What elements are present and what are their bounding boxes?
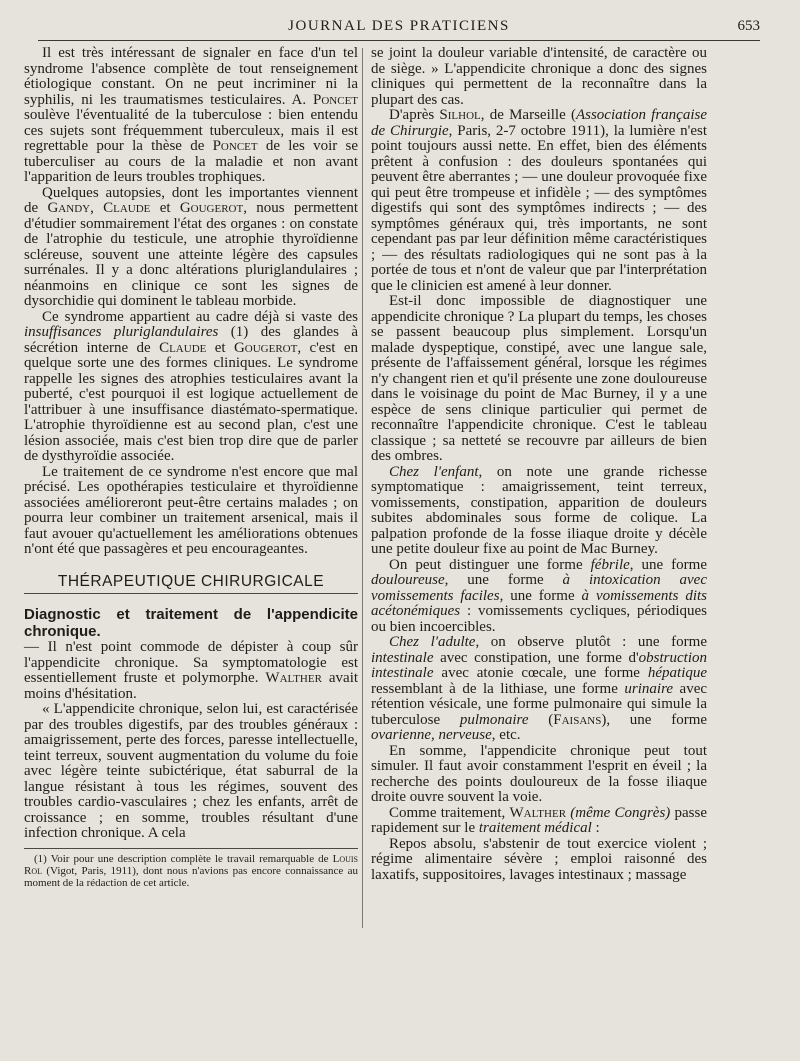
footnote-separator xyxy=(24,848,358,849)
paragraph: En somme, l'appendicite chronique peut tout simuler. Il faut avoir constamment l'esprit en éveil ; la recherche des points douloureux de la fosse iliaque droite ouvre souvent la voie. xyxy=(371,742,707,805)
section-rule xyxy=(24,593,358,594)
paragraph: D'après Silhol, de Marseille (Association française de Chirurgie, Paris, 2-7 octobre 1911), la lumière n'est point toujours aussi nette. En effet, bien des éléments prêtent à confusion : des douleurs spontanées qui peuvent être aberrantes ; — une douleur provoquée fixe qui peut être trompeuse et infidèle ; — des symptômes digestifs qui sont des symptômes indirects ; — des symptômes généraux qui, très importants, ne sont cependant pas par leur définition même caractéristiques ; — des résultats radiologiques qui ne sont pas à la portée de tous et n'ont de valeur que par l'interprétation que le clinicien est amené à leur donner. xyxy=(371,107,707,294)
paragraph: Le traitement de ce syndrome n'est encore que mal précisé. Les opothérapies testiculaire et thyroïdienne associées amélioreront peut-être certains malades ; on pourra leur combiner un traitement arsenical, mais il faut avouer qu'actuellement les améliorations obtenues n'ont été que passagères et peu encourageantes. xyxy=(24,463,358,557)
right-column xyxy=(371,46,707,883)
paragraph: Chez l'enfant, on note une grande richesse symptomatique : amaigrissement, teint terreux, vomissements, constipation, apparition de douleurs subites abdominales sous forme de colique. La palpation profonde de la fosse iliaque droite y décèle une petite douleur fixe au point de Mac Burney. xyxy=(371,463,707,557)
paragraph: Ce syndrome appartient au cadre déjà si vaste des insuffisances pluriglandulaires (1) des glandes à sécrétion interne de Claude et Gougerot, c'est en quelque sorte une des formes cliniques. Le syndrome rappelle les signes des atrophies testiculaires avant la puberté, c'est pourquoi il est logique actuellement de l'attribuer à une insuffisance diastémato-spermatique. L'atrophie thyroïdienne est au second plan, c'est une lésion associée, mais c'est bien trop dire que de parler de dysthyroïdie associée. xyxy=(24,308,359,464)
section-title: THÉRAPEUTIQUE CHIRURGICALE xyxy=(57,572,325,590)
article-title: Diagnostic et traitement de l'appendicite chronique. xyxy=(24,606,358,640)
paragraph: Repos absolu, s'abstenir de tout exercice violent ; régime alimentaire sévère ; emploi raisonné des laxatifs, suppositoires, lavages intestinaux ; massage xyxy=(371,835,707,883)
left-column xyxy=(24,46,358,889)
page-header xyxy=(38,14,760,41)
paragraph: Il est très intéressant de signaler en face d'un tel syndrome l'absence complète de tout renseignement étiologique constant. On ne peut incriminer ni la syphilis, ni les traumatismes testiculaires. A. Poncet soulève l'éventualité de la tuberculose : bien entendu ces sujets sont fréquemment tuberculeux, mais il est regrettable pour la thèse de Poncet de les voir se tuberculiser au cours de la maladie et non avant l'apparition de leurs troubles trophiques. xyxy=(24,45,359,185)
column-divider xyxy=(362,48,363,928)
paragraph: Chez l'adulte, on observe plutôt : une forme intestinale avec constipation, une forme d'obstruction intestinale avec atonie cœcale, une forme hépatique ressemblant à de la lithiase, une forme urinaire avec rétention vésicale, une forme pulmonaire qui simule la tuberculose pulmonaire (Faisans), une forme ovarienne, nerveuse, etc. xyxy=(371,634,708,743)
journal-title: JOURNAL DES PRATICIENS xyxy=(288,18,510,34)
page-number: 653 xyxy=(737,18,760,34)
paragraph: Comme traitement, Walther (même Congrès) passe rapidement sur le traitement médical : xyxy=(371,804,707,836)
paragraph: Quelques autopsies, dont les importantes viennent de Gandy, Claude et Gougerot, nous permettent d'étudier sommairement l'état des organes : on constate de l'atrophie du testicule, une atrophie thyroïdienne scléreuse, souvent une atteinte légère des capsules surrénales. Il y a donc altérations pluriglandulaires ; néanmoins en clinique ce sont les signes de dysorchidie qui dominent le tableau morbide. xyxy=(24,184,359,309)
paragraph: se joint la douleur variable d'intensité, de caractère ou de siège. » L'appendicite chronique a donc des signes cliniques qui permettent de la reconnaître dans la plupart des cas. xyxy=(371,45,707,108)
paragraph: Est-il donc impossible de diagnostiquer une appendicite chronique ? La plupart du temps, les choses se passent beaucoup plus simplement. Lorsqu'un malade dyspeptique, constipé, avec une langue sale, présente de l'affaissement général, lorsque les régimes n'y changent rien et qu'il présente une zone douloureuse dans le voisinage du point de Mac Burney, il y a une espèce de sens clinique particulier qui permet de reconnaître l'appendicite chronique. C'est le tableau classique ; sa netteté se recouvre par ailleurs de bien des ombres. xyxy=(371,293,707,464)
paragraph: « L'appendicite chronique, selon lui, est caractérisée par des troubles digestifs, par des troubles généraux : amaigrissement, perte des forces, paresse intellectuelle, teint terreux, souvent augmentation du volume du foie avec légère teinte subictérique, état saburral de la langue résistant à tous les régimes, souvent des troubles cardio-vasculaires ; chez les enfants, arrêt de croissance ; en somme, troubles résultant d'une infection chronique. A cela xyxy=(24,701,358,841)
paragraph: — Il n'est point commode de dépister à coup sûr l'appendicite chronique. Sa symptomatologie est essentiellement fruste et polymorphe. Walther avait moins d'hésitation. xyxy=(24,639,359,702)
footnote: (1) Voir pour une description complète le travail remarquable de Louis Rol (Vigot, Paris, 1911), dont nous n'avions pas encore connaissance au moment de la rédaction de cet article. xyxy=(24,852,358,889)
paragraph: On peut distinguer une forme fébrile, une forme douloureuse, une forme à intoxication avec vomissements faciles, une forme à vomissements dits acétonémiques : vomissements cycliques, périodiques ou bien incoercibles. xyxy=(371,556,708,635)
